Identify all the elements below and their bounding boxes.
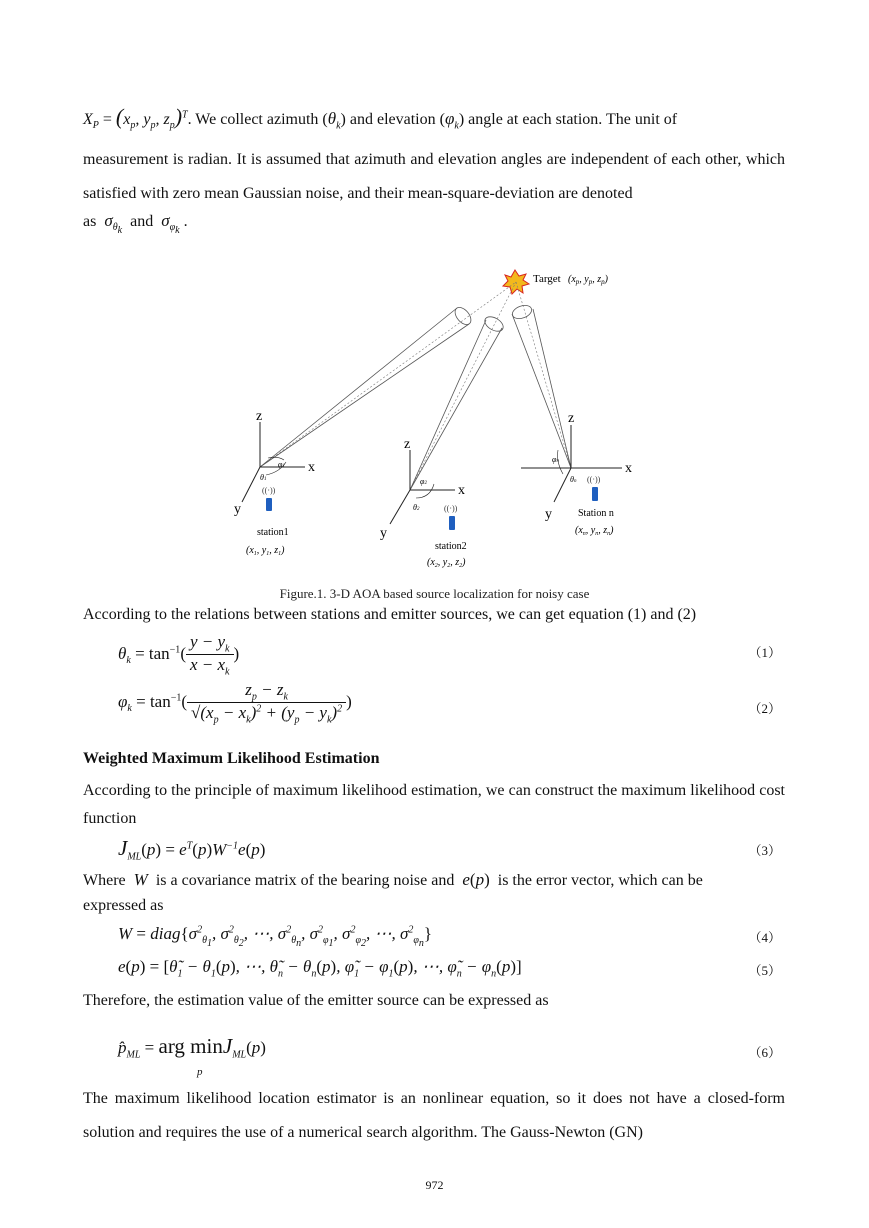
station2-label: station2 [435,541,467,552]
axis-x-1: x [308,460,315,475]
equation-1-number: （1） [748,645,781,660]
cone-station2 [410,314,506,490]
position-vector: $X_P = (x_p$, $y_p$, $z_p)^T$ [83,104,188,132]
antenna-icon-2 [444,504,458,530]
equation-5-number: （5） [748,963,781,978]
cone-station1 [260,304,474,467]
svg-text:φn: φn [552,455,559,464]
intro-text-a: . We collect azimuth ( [187,111,328,128]
axis-z-n: z [568,411,575,426]
equation-6-number: （6） [748,1045,781,1060]
equation-2: $\varphi_k = \tan^{-1}$( $\frac{z_p - z_k}{√(x_p - x_k)^2 + (y_p - y_k)^2}$ ) [118,680,352,726]
svg-text:θ2: θ2 [413,503,420,512]
svg-text:φ2: φ2 [420,477,427,486]
axis-y-2: y [380,526,387,541]
axis-z-1: z [256,409,263,424]
svg-text:φ1: φ1 [278,460,285,469]
equation-4-number: （4） [748,930,781,945]
stationn-label: Station n [578,508,614,519]
equation-6: $p̂_{ML}$ = arg minJ$_{ML}$(p) [118,1034,266,1061]
antenna-icon-n [587,475,601,501]
axis-y-1: y [234,502,241,517]
axis-x-n: x [625,461,632,476]
axis-y-n: y [545,507,552,522]
target-label: Target [533,273,561,285]
cone-stationn [511,303,571,468]
axes-stationn [521,425,622,502]
station1-label: station1 [257,527,289,538]
target-coords: ($x_p$, $y_p$, $z_p$) [568,274,608,286]
svg-text:((·)): ((·)) [444,504,458,513]
svg-text:((·)): ((·)) [262,486,276,495]
page-number: 972 [425,1178,444,1192]
equation-6-subscript: p [197,1066,203,1078]
expressed-line: expressed as [83,897,164,914]
equation-3-number: （3） [748,843,781,858]
station1-coords: ($x_1$, $y_1$, $z_1$) [246,545,285,557]
station2-coords: ($x_2$, $y_2$, $z_2$) [427,557,466,569]
axis-z-2: z [404,437,411,452]
equation-2-number: （2） [748,701,781,716]
intro-line-1: $X_P = (x_p$, $y_p$, $z_p)^T$. We collect azimuth $(\theta_k)$ and elevation $(\varphi_k)$ angle at each station. The unit of [83,104,678,132]
equation-5: $e(p) = [\thetã_1 - \theta_1(p)$, ⋯, $\thetã_n - \theta_n(p)$, $\varphĩ_1 - \varphi_1(p)$, ⋯, $\varphĩ_n - \varphi_n(p)$] [118,957,522,980]
closing-paragraph: The maximum likelihood location estimator is an nonlinear equation, so it does not have a closed-form solution and requires the use of a numerical search algorithm. The Gauss-Newton (GN) [83,1090,785,1141]
intro-text-c: ) angle at each station. The unit of [458,111,678,128]
svg-text:θn: θn [570,475,577,484]
figure-caption: Figure.1. 3-D AOA based source localization for noisy case [279,586,590,601]
equation-1: $\theta_k = \tan^{-1}$( $\frac{y - y_k}{x - x_k}$ ) [118,632,240,678]
equation-3: $J_{ML}(p) = e^T(p)W^{-1}e(p)$ [118,836,266,863]
antenna-icon-1 [262,486,276,511]
relations-text: According to the relations between stations and emitter sources, we can get equation (1) and (2) [83,606,697,623]
svg-text:((·)): ((·)) [587,475,601,484]
axis-x-2: x [458,483,465,498]
stationn-coords: ($x_n$, $y_n$, $z_n$) [575,525,614,537]
therefore-line: Therefore, the estimation value of the emitter source can be expressed as [83,992,549,1009]
equation-4: $W = diag\{\sigma^2_{\theta_1}$, $\sigma^2_{\theta_2}$, ⋯, $\sigma^2_{\theta_n}$, $\sigma^2_{\varphi_1}$, $\sigma^2_{\varphi_2}$, ⋯, $\sigma^2_{\varphi_n}$} [118,924,433,950]
intro-paragraph: measurement is radian. It is assumed that azimuth and elevation angles are independent of each other, which satisfied with zero mean Gaussian noise, and their mean-square-deviation are denoted [83,151,785,202]
intro-line-3: as $\sigma_{\theta_k}$ and $\sigma_{\varphi_k}$ . [83,211,188,237]
svg-text:θ1: θ1 [260,473,267,482]
intro-text-b: ) and elevation ( [340,111,445,128]
section-heading: Weighted Maximum Likelihood Estimation [83,750,380,767]
ml-paragraph: According to the principle of maximum likelihood estimation, we can construct the maximum likelihood cost function [83,782,785,827]
aoa-figure [220,262,660,572]
where-line: Where W is a covariance matrix of the bearing noise and e(p) is the error vector, which can be [83,870,703,889]
